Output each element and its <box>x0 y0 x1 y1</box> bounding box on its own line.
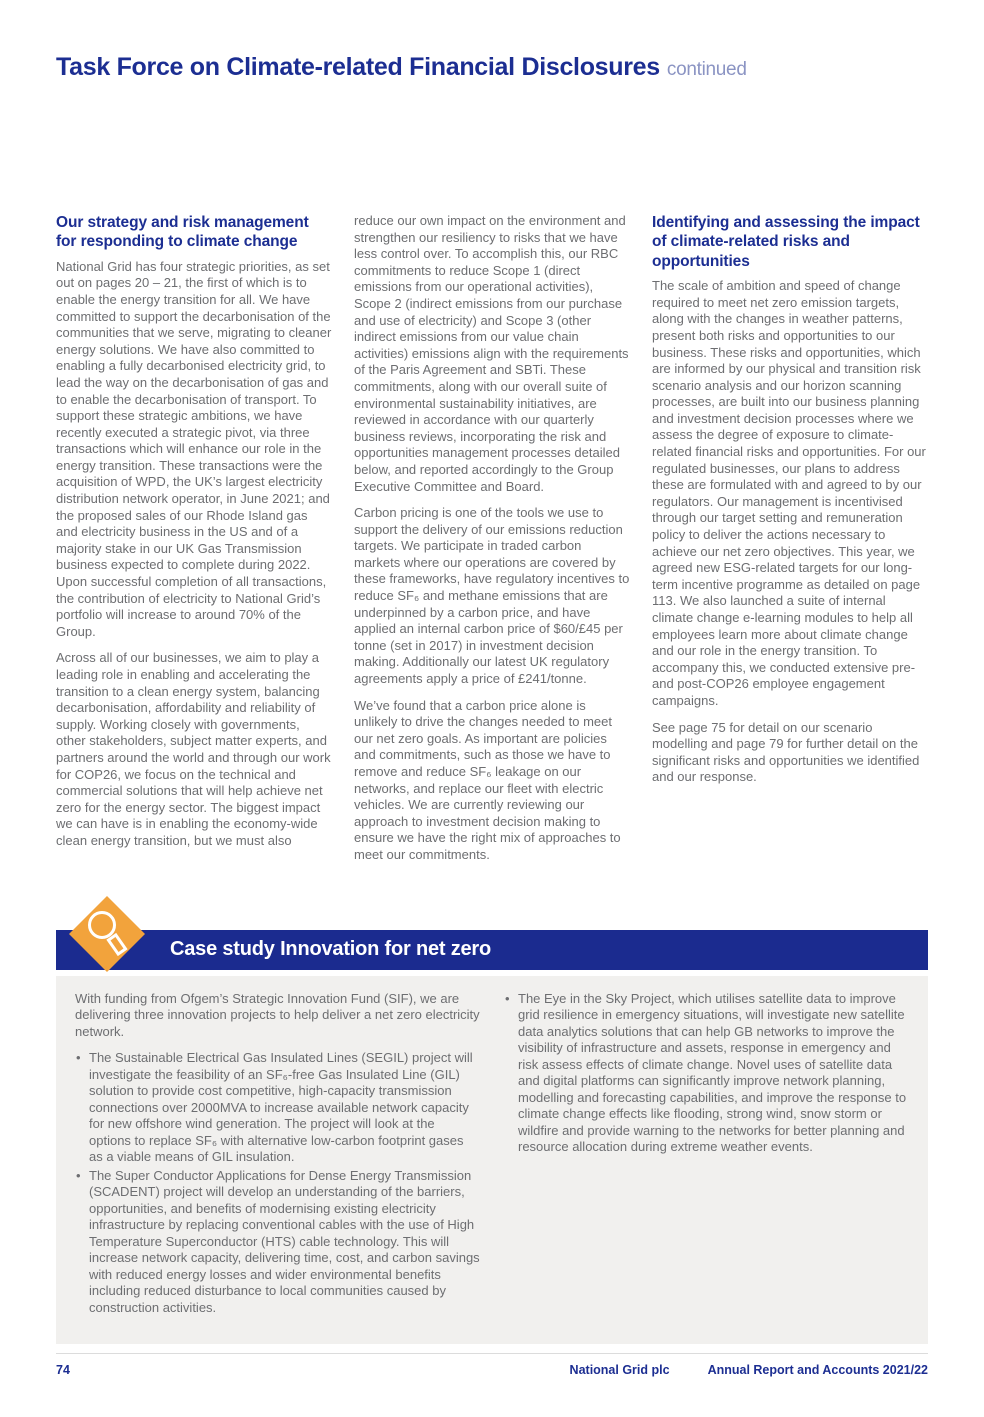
company-name: National Grid plc <box>569 1363 670 1378</box>
paragraph: Carbon pricing is one of the tools we use to support the delivery of our emissions reduction targets. We participate in traded carbon markets where our operations are covered by these frameworks, have regulatory incentives to reduce SF₆ and methane emissions that are underpinned by a carbon price, and have applied an internal carbon price of $60/£45 per tonne (set in 2017) in investment decision making. Additionally our latest UK regulatory agreements apply a price of £241/tonne. <box>354 505 630 687</box>
case-study-body <box>56 976 928 1345</box>
case-study-diamond-badge <box>68 895 146 973</box>
column-heading-strategy: Our strategy and risk management for responding to climate change <box>56 214 309 251</box>
case-study-bullet-list-right <box>504 991 909 1156</box>
page-title-continued: continued <box>666 59 747 80</box>
footer-right-group <box>570 1363 928 1377</box>
paragraph: National Grid has four strategic priorities, as set out on pages 20 – 21, the first of which is to enable the energy transition for all. We have committed to support the decarbonisation of the communities that we serve, migrating to cleaner energy solutions. We have also committed to enabling a fully decarbonised electricity grid, to lead the way on the decarbonisation of gas and to enable the decarbonisation of transport. To support these strategic ambitions, we have recently executed a strategic pivot, via three transactions which will enhance our role in the energy transition. These transactions were the acquisition of WPD, the UK’s largest electricity distribution network operator, in June 2021; and the proposed sales of our Rhode Island gas and electricity business in the US and of a majority stake in our UK Gas Transmission business expected to complete during 2022. Upon successful completion of all transactions, the contribution of electricity to National Grid’s portfolio will increase to around 70% of the Group. <box>56 258 332 639</box>
report-page <box>0 52 984 1344</box>
case-study-left-column <box>75 991 480 1319</box>
column-continuation <box>354 213 630 874</box>
bullet-text: The Super Conductor Applications for Dense Energy Transmission (SCADENT) project will develop an understanding of the barriers, opportunities, and benefits of modernising existing electricity infrastructure by replacing conventional cables with the use of High Temperature Superconductor (HTS) cable technology. This will increase network capacity, delivering time, cost, and carbon savings with reduced energy losses and wider environmental benefits including reduced disturbance to local communities caused by construction activities. <box>89 1167 480 1315</box>
case-study-panel <box>56 930 928 1345</box>
case-study-banner <box>56 930 928 970</box>
bullet-text: The Eye in the Sky Project, which utilises satellite data to improve grid resilience in emergency situations, will investigate new satellite data analytics solutions that can help GB networks to improve the visibility of infrastructure and assets, response in emergency and risk assess effects of climate change. Novel uses of satellite data and digital platforms can significantly improve network planning, modelling and forecasting capabilities, and improve the response to climate change effects like flooding, strong wind, snow storm or wildfire and provide warning to the networks for better planning and resource allocation during extreme weather events. <box>518 990 907 1155</box>
paragraph: reduce our own impact on the environment and strengthen our resiliency to risks that we have less control over. To accomplish this, our RBC commitments to reduce Scope 1 (direct emissions from our operational activities), Scope 2 (indirect emissions from our purchase and use of electricity) and Scope 3 (other indirect emissions from our value chain activities) emissions align with the requirements of the Paris Agreement and SBTi. These commitments, along with our overall suite of environmental sustainability initiatives, are reviewed in accordance with our quarterly business reviews, incorporating the risk and opportunities management processes detailed below, and reported accordingly to the Group Executive Committee and Board. <box>354 213 629 494</box>
page-number: 74 <box>56 1363 70 1378</box>
paragraph: We’ve found that a carbon price alone is unlikely to drive the changes needed to meet our net zero goals. As important are policies and commitments, such as those we have to remove and reduce SF₆ leakage on our networks, and replace our fleet with electric vehicles. We are currently reviewing our approach to investment decision making to ensure we have the right mix of approaches to meet our commitments. <box>354 697 621 862</box>
paragraph: Across all of our businesses, we aim to play a leading role in enabling and accelerating the transition to a clean energy system, balancing decarbonisation, affordability and reliability of supply. Working closely with governments, other stakeholders, subject matter experts, and partners around the world and through our work for COP26, we focus on the technical and commercial solutions that will help achieve net zero for the energy sector. The biggest impact we can have is in enabling the economy-wide clean energy transition, but we must also <box>56 650 331 848</box>
paragraph: See page 75 for detail on our scenario modelling and page 79 for further detail on the significant risks and opportunities we identified and our response. <box>652 719 920 785</box>
list-item <box>504 991 909 1156</box>
page-title <box>56 52 928 85</box>
case-study-intro: With funding from Ofgem’s Strategic Innovation Fund (SIF), we are delivering three innovation projects to help deliver a net zero electricity network. <box>75 990 480 1039</box>
column-strategy <box>56 213 332 874</box>
list-item <box>75 1050 480 1166</box>
report-title: Annual Report and Accounts 2021/22 <box>707 1363 928 1378</box>
page-footer <box>56 1353 928 1377</box>
column-identifying-risks <box>652 213 928 874</box>
bullet-text: The Sustainable Electrical Gas Insulated Lines (SEGIL) project will investigate the feasibility of an SF₆-free Gas Insulated Line (GIL) solution to provide cost competitive, high-capacity transmission connections over 2000MVA to increase available network capacity for new offshore wind generation. The project will look at the options to replace SF₆ with alternative low-carbon footprint gases as a viable means of GIL insulation. <box>89 1050 473 1165</box>
magnifier-icon <box>68 895 146 973</box>
page-title-text: Task Force on Climate-related Financial Disclosures <box>56 53 660 81</box>
list-item <box>75 1168 480 1317</box>
case-study-bullet-list-left <box>75 1050 480 1316</box>
case-study-title: Case study Innovation for net zero <box>170 938 492 961</box>
article-columns <box>56 213 928 874</box>
case-study-right-column <box>504 991 909 1319</box>
paragraph: The scale of ambition and speed of change required to meet net zero emission targets, along with the changes in weather patterns, present both risks and opportunities to our business. These risks and opportunities, which are informed by our physical and transition risk scenario analysis and our horizon scanning processes, are built into our business planning and investment decision processes where we assess the degree of exposure to climate-related financial risks and opportunities. For our regulated businesses, our plans to address these are formulated with and agreed to by our regulators. Our management is incentivised through our target setting and remuneration policy to deliver the actions necessary to achieve our net zero objectives. This year, we agreed new ESG-related targets for our long-term incentive programme as detailed on page 113. We also launched a suite of internal climate change e-learning modules to help all employees learn more about climate change and our role in the energy transition. To accompany this, we conducted extensive pre- and post-COP26 employee engagement campaigns. <box>652 278 926 708</box>
column-heading-identifying: Identifying and assessing the impact of climate-related risks and opportunities <box>652 214 920 270</box>
